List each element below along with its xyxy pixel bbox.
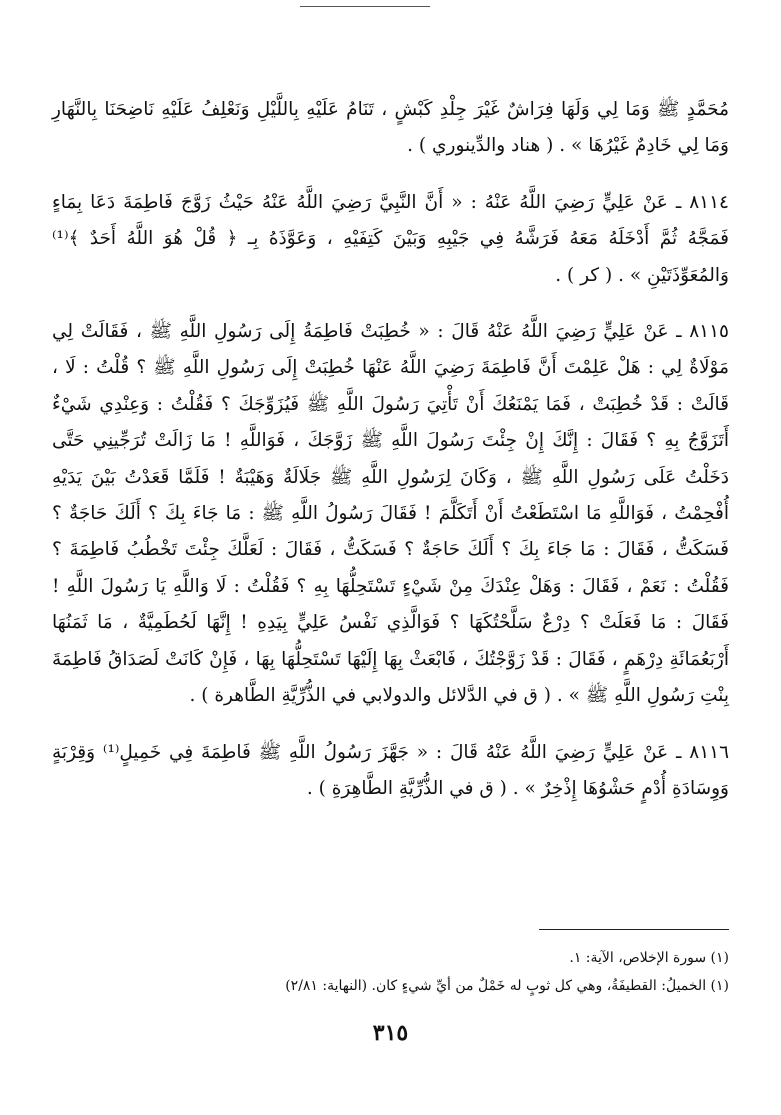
hadith-8114: ٨١١٤ ـ عَنْ عَلِيٍّ رَضِيَ اللَّهُ عَنْهُ : « أَنَّ النَّبِيَّ رَضِيَ اللَّهُ عَنْهُ حَيْثُ زَوَّجَ فَاطِمَةَ دَعَا بِمَاءٍ فَمَجَّهُ ثُمَّ أَدْخَلَهُ مَعَهُ فَرَشَّهُ فِي جَيْبِهِ وَبَيْنَ كَتِفَيْهِ ، وَعَوَّذَهُ بِـ ﴿ قُلْ هُوَ اللَّهُ أَحَدٌ ﴾⁽¹⁾ وَالمُعَوِّذَتَيْنِ » . ( كر ) . <box>52 191 729 286</box>
footnotes <box>52 944 729 1000</box>
main-text <box>52 92 729 807</box>
footnote-separator <box>539 929 729 930</box>
hadith-8116: ٨١١٦ ـ عَنْ عَلِيٍّ رَضِيَ اللَّهُ عَنْهُ قَالَ : « جَهَّزَ رَسُولُ اللَّهِ ﷺ فَاطِمَةَ فِي خَمِيلٍ⁽¹⁾ وَقِرْبَةٍ وَوِسَادَةِ أُدْمٍ حَشْوُهَا إِذْخِرٌ » . ( ق في الذُّرِّيَّةِ الطَّاهِرَةِ ) . <box>52 741 730 799</box>
page-number: ٣١٥ <box>372 1020 409 1046</box>
footnote-1: (١) سورة الإخلاص، الآية: ١. <box>569 950 729 966</box>
top-rule <box>300 6 430 7</box>
footnote-2: (١) الخميلُ: القطيفَةُ، وهي كل ثوبٍ له خَمْلٌ من أيِّ شيءٍ كان. (النهاية: ٢/٨١) <box>285 978 729 994</box>
paragraph-continuation: مُحَمَّدٍ ﷺ وَمَا لِي وَلَهَا فِرَاشٌ غَيْرَ جِلْدِ كَبْشٍ ، تَنَامُ عَلَيْهِ بِاللَّيْلِ وَنَعْلِفُ عَلَيْهِ نَاضِحَنَا بِالنَّهَارِ وَمَا لِي خَادِمٌ غَيْرُهَا » . ( هناد والدِّينوري ) . <box>52 99 729 157</box>
hadith-8115: ٨١١٥ ـ عَنْ عَلِيٍّ رَضِيَ اللَّهُ عَنْهُ قَالَ : « خُطِبَتْ فَاطِمَةُ إِلَى رَسُولِ اللَّهِ ﷺ ، فَقَالَتْ لِي مَوْلَاةٌ لِي : هَلْ عَلِمْتَ أَنَّ فَاطِمَةَ رَضِيَ اللَّهُ عَنْهَا خُطِبَتْ إِلَى رَسُولِ اللَّهِ ﷺ ؟ قُلْتُ : لَا ، قَالَتْ : قَدْ خُطِبَتْ ، فَمَا يَمْنَعُكَ أَنْ تَأْتِيَ رَسُولَ اللَّهِ ﷺ فَيُزَوِّجَكَ ؟ فَقُلْتُ : وَعِنْدِي شَيْءٌ أَتَزَوَّجُ بِهِ ؟ فَقَالَ : إِنَّكَ إِنْ جِئْتَ رَسُولَ اللَّهِ ﷺ زَوَّجَكَ ، فَوَاللَّهِ ! مَا زَالَتْ تُرَجِّينِي حَتَّى دَخَلْتُ عَلَى رَسُولِ اللَّهِ ﷺ ، وَكَانَ لِرَسُولِ اللَّهِ ﷺ جَلَالَةٌ وَهَيْبَةٌ ! فَلَمَّا قَعَدْتُ بَيْنَ يَدَيْهِ أُفْحِمْتُ ، فَوَاللَّهِ مَا اسْتَطَعْتُ أَنْ أَتَكَلَّمَ ! فَقَالَ رَسُولُ اللَّهِ ﷺ : مَا جَاءَ بِكَ ؟ أَلَكَ حَاجَةٌ ؟ فَسَكَتُّ ، فَقَالَ : مَا جَاءَ بِكَ ؟ أَلَكَ حَاجَةٌ ؟ فَسَكَتُّ ، فَقَالَ : لَعَلَّكَ جِئْتَ تَخْطُبُ فَاطِمَةَ ؟ فَقُلْتُ : نَعَمْ ، فَقَالَ : وَهَلْ عِنْدَكَ مِنْ شَيْءٍ تَسْتَحِلُّهَا بِهِ ؟ فَقُلْتُ : لَا وَاللَّهِ يَا رَسُولَ اللَّهِ ! فَقَالَ : مَا فَعَلَتْ ؟ دِرْعٌ سَلَّحْتُكَهَا ؟ فَوَالَّذِي نَفْسُ عَلِيٍّ بِيَدِهِ ! إِنَّهَا لَحُطَمِيَّةٌ ، مَا ثَمَنُهَا أَرْبَعُمَائَةِ دِرْهَمٍ ، فَقَالَ : قَدْ زَوَّجْتُكَ ، فَابْعَثْ بِهَا إِلَيْهَا تَسْتَحِلُّهَا بِهَا ، فَإِنْ كَانَتْ لَصَدَاقُ فَاطِمَةَ بِنْتِ رَسُولِ اللَّهِ ﷺ » . ( ق في الدَّلائل والدولابي في الذُّرِّيَّةِ الطَّاهرة ) . <box>52 321 729 707</box>
